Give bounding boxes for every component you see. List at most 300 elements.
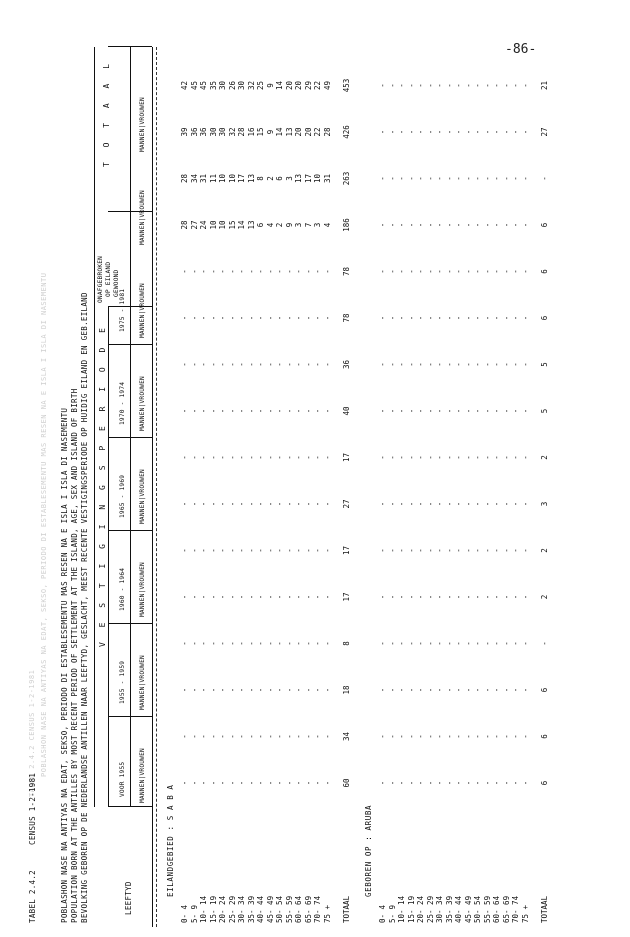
table-cell: - (180, 408, 189, 414)
table-cell: - (416, 269, 425, 274)
table-cell: - (387, 548, 397, 553)
table-cell: - (520, 129, 530, 135)
table-cell: - (256, 734, 265, 739)
table-cell: 24 (199, 220, 208, 230)
table-cell: - (454, 269, 463, 274)
table-cell: - (511, 222, 520, 228)
table-cell: - (482, 641, 492, 646)
row-label: 70- 74 (511, 895, 520, 923)
table-row (521, 0, 530, 937)
table-cell: - (275, 548, 284, 553)
table-cell: - (256, 408, 265, 414)
table-cell: - (397, 641, 406, 646)
table-cell: - (303, 641, 313, 646)
table-cell: - (463, 222, 473, 228)
table-cell: - (322, 269, 332, 274)
table-cell: - (189, 780, 199, 786)
table-cell: - (406, 780, 416, 786)
row-label: 70- 74 (313, 895, 322, 923)
table-cell: - (227, 641, 237, 646)
table-cell: - (416, 455, 425, 460)
table-cell: - (397, 362, 406, 367)
table-cell: - (444, 83, 454, 88)
table-cell: - (425, 315, 435, 321)
table-row (237, 0, 246, 937)
table-cell: - (473, 455, 482, 460)
table-cell: 30 (208, 127, 218, 137)
table-cell: 36 (342, 359, 351, 370)
table-cell: 25 (256, 80, 265, 91)
table-cell: - (435, 687, 444, 693)
table-cell: - (189, 269, 199, 274)
table-cell: - (199, 594, 208, 600)
table-cell: - (520, 687, 530, 693)
table-cell: 10 (218, 220, 227, 230)
table-cell: - (256, 501, 265, 507)
table-cell: - (256, 362, 265, 367)
table-cell: - (303, 548, 313, 553)
table-cell: - (425, 734, 435, 739)
table-cell: - (435, 269, 444, 274)
table-cell: - (265, 687, 275, 693)
table-cell: - (246, 362, 256, 367)
table-cell: - (378, 455, 387, 460)
table-cell: - (284, 734, 294, 739)
table-row (199, 0, 208, 937)
table-cell: - (378, 641, 387, 646)
table-cell: 4 (265, 222, 275, 228)
table-cell: 13 (246, 220, 256, 230)
row-label: 65- 69 (501, 895, 511, 923)
table-cell: - (284, 780, 294, 786)
table-cell: - (425, 594, 435, 600)
table-cell: 36 (199, 127, 208, 137)
table-cell: - (237, 501, 246, 507)
table-cell: - (444, 548, 454, 553)
table-cell: - (511, 548, 520, 553)
table-cell: - (378, 222, 387, 228)
table-cell: - (397, 594, 406, 600)
table-cell: 17 (342, 452, 351, 463)
table-cell: 20 (294, 127, 303, 137)
table-cell: - (246, 594, 256, 600)
table-cell: - (463, 734, 473, 739)
table-cell: - (284, 455, 294, 460)
table-cell: 31 (199, 173, 208, 184)
table-cell: - (246, 687, 256, 693)
row-label: 35- 39 (444, 895, 454, 923)
table-cell: - (237, 641, 246, 646)
table-cell: - (218, 734, 227, 739)
table-cell: - (294, 780, 303, 786)
table-cell: - (463, 315, 473, 321)
table-cell: - (501, 455, 511, 460)
table-cell: - (265, 408, 275, 414)
header-span-label: V E S T I G I N G S P E R I O D E (98, 323, 107, 647)
table-cell: - (313, 641, 322, 646)
table-cell: - (227, 269, 237, 274)
table-cell: - (454, 734, 463, 739)
table-cell: - (425, 641, 435, 646)
table-cell: - (378, 362, 387, 367)
table-row (256, 0, 265, 937)
table-cell: - (492, 176, 501, 181)
header-period-5: 1975 - 1981 (119, 288, 126, 332)
table-cell: - (435, 641, 444, 646)
table-cell: - (406, 83, 416, 88)
table-cell: - (189, 594, 199, 600)
table-cell: - (416, 315, 425, 321)
header-divider-4 (108, 437, 152, 438)
table-cell: 6 (540, 315, 549, 321)
table-cell: - (322, 594, 332, 600)
table-cell: - (463, 455, 473, 460)
table-cell: - (511, 780, 520, 786)
table-cell: - (378, 315, 387, 321)
table-row (388, 0, 397, 937)
table-cell: - (265, 315, 275, 321)
table-cell: - (501, 641, 511, 646)
table-cell: 3 (313, 222, 322, 228)
table-cell: - (180, 455, 189, 460)
ghost-show-through-1: TABEL 2.4.2 CENSUS 1-2-1981 (28, 669, 36, 797)
table-cell: - (237, 362, 246, 367)
table-cell: - (313, 269, 322, 274)
table-cell: - (520, 269, 530, 274)
table-cell: - (520, 83, 530, 88)
table-cell: - (473, 501, 482, 507)
table-cell: - (444, 501, 454, 507)
table-cell: - (473, 362, 482, 367)
table-cell: - (284, 269, 294, 274)
table-cell: - (387, 734, 397, 739)
table-cell: - (313, 734, 322, 739)
header-age: LEEFTYD (124, 881, 133, 915)
table-cell: - (199, 362, 208, 367)
row-label: 10- 14 (199, 895, 208, 923)
table-cell: - (501, 687, 511, 693)
header-period-1: 1955 - 1959 (119, 660, 126, 704)
table-cell: 13 (294, 173, 303, 184)
row-label: 55- 59 (482, 895, 492, 923)
table-cell: - (511, 687, 520, 693)
table-cell: - (473, 408, 482, 414)
row-label: 0- 4 (378, 904, 387, 923)
table-cell: 30 (218, 80, 227, 91)
table-cell: 6 (540, 734, 549, 739)
section-title: GEBOREN OP : ARUBA (364, 804, 373, 897)
table-cell: - (444, 222, 454, 228)
table-cell: - (520, 548, 530, 553)
table-cell: - (406, 594, 416, 600)
table-row (323, 0, 332, 937)
header-sex-pair-0: MANNEN|VROUWEN (139, 748, 146, 803)
table-cell: - (397, 129, 406, 135)
table-cell: - (482, 83, 492, 88)
table-cell: 78 (342, 266, 351, 277)
table-cell: - (294, 315, 303, 321)
table-cell: - (492, 222, 501, 228)
table-cell: - (425, 780, 435, 786)
table-cell: - (189, 501, 199, 507)
header-unbroken-1: ONAFGEBROKEN (97, 255, 104, 303)
section-title: EILANDGEBIED : S A B A (166, 784, 175, 897)
header-sex-pair-1: MANNEN|VROUWEN (139, 655, 146, 710)
table-cell: - (425, 362, 435, 367)
table-cell: - (511, 129, 520, 135)
table-cell: - (501, 176, 511, 181)
table-cell: - (473, 734, 482, 739)
table-cell: - (463, 408, 473, 414)
table-cell: 4 (322, 222, 332, 228)
table-cell: - (520, 222, 530, 228)
table-cell: 36 (189, 127, 199, 137)
table-cell: - (387, 83, 397, 88)
table-cell: - (265, 362, 275, 367)
table-cell: - (463, 501, 473, 507)
table-cell: - (425, 501, 435, 507)
table-cell: - (208, 780, 218, 786)
table-cell: - (294, 455, 303, 460)
table-cell: - (454, 222, 463, 228)
header-period-4: 1970 - 1974 (119, 381, 126, 425)
table-cell: - (208, 501, 218, 507)
table-cell: - (492, 780, 501, 786)
table-cell: - (501, 83, 511, 88)
table-cell: 13 (284, 127, 294, 137)
table-cell: - (416, 362, 425, 367)
table-cell: - (435, 222, 444, 228)
table-cell: 10 (227, 173, 237, 184)
table-cell: 28 (180, 173, 189, 184)
table-cell: - (208, 455, 218, 460)
table-cell: 6 (540, 687, 549, 693)
table-cell: - (284, 594, 294, 600)
table-cell: - (322, 548, 332, 553)
table-cell: - (397, 315, 406, 321)
table-row (266, 0, 275, 937)
table-cell: 8 (342, 641, 351, 646)
table-cell: 30 (218, 127, 227, 137)
table-cell: - (501, 548, 511, 553)
table-cell: - (397, 687, 406, 693)
table-cell: - (482, 734, 492, 739)
table-cell: - (406, 687, 416, 693)
table-cell: - (397, 176, 406, 181)
table-cell: - (265, 780, 275, 786)
table-cell: 6 (275, 176, 284, 181)
table-cell: 35 (208, 80, 218, 91)
total-row (540, 0, 549, 937)
table-cell: - (313, 408, 322, 414)
table-cell: - (199, 315, 208, 321)
table-row (209, 0, 218, 937)
table-cell: - (237, 687, 246, 693)
table-cell: - (275, 455, 284, 460)
table-cell: - (294, 269, 303, 274)
table-cell: - (492, 129, 501, 135)
table-cell: - (265, 594, 275, 600)
table-cell: - (435, 408, 444, 414)
table-cell: - (322, 501, 332, 507)
header-sex-pair-7: MANNEN|VROUWEN (139, 97, 146, 152)
table-cell: 6 (540, 222, 549, 228)
table-cell: 15 (256, 127, 265, 137)
header-divider-1 (108, 716, 152, 717)
table-row (397, 0, 406, 937)
table-cell: - (256, 594, 265, 600)
table-cell: - (218, 408, 227, 414)
table-cell: - (463, 129, 473, 135)
header-period-3: 1965 - 1969 (119, 474, 126, 518)
table-cell: 14 (237, 220, 246, 230)
table-cell: - (313, 687, 322, 693)
table-cell: - (482, 687, 492, 693)
table-cell: - (425, 129, 435, 135)
table-cell: 6 (540, 780, 549, 786)
table-cell: - (237, 315, 246, 321)
table-cell: - (473, 548, 482, 553)
table-cell: - (473, 222, 482, 228)
table-cell: - (463, 641, 473, 646)
table-cell: - (265, 501, 275, 507)
table-cell: - (189, 315, 199, 321)
table-cell: - (218, 641, 227, 646)
table-cell: 9 (265, 83, 275, 88)
table-cell: - (189, 455, 199, 460)
table-cell: - (397, 780, 406, 786)
table-cell: 18 (342, 685, 351, 695)
row-label: 30- 34 (237, 895, 246, 923)
table-cell: - (444, 408, 454, 414)
table-cell: - (397, 501, 406, 507)
table-cell: 10 (218, 173, 227, 184)
table-cell: 2 (265, 176, 275, 181)
table-cell: - (265, 641, 275, 646)
table-cell: - (199, 734, 208, 739)
table-cell: 17 (303, 173, 313, 184)
header-total: T O T A A L (102, 59, 111, 167)
table-cell: - (520, 362, 530, 367)
table-cell: 186 (342, 218, 351, 232)
table-cell: - (180, 548, 189, 553)
table-cell: - (454, 315, 463, 321)
table-cell: - (435, 362, 444, 367)
table-cell: - (501, 594, 511, 600)
table-cell: 16 (246, 127, 256, 137)
table-cell: 78 (342, 313, 351, 323)
table-cell: - (294, 734, 303, 739)
table-cell: - (463, 362, 473, 367)
table-cell: - (387, 780, 397, 786)
table-cell: - (444, 269, 454, 274)
table-cell: - (246, 315, 256, 321)
table-cell: - (482, 362, 492, 367)
row-label: 5- 9 (387, 904, 397, 923)
table-cell: 34 (189, 173, 199, 184)
table-cell: - (425, 176, 435, 181)
table-cell: 27 (189, 220, 199, 230)
table-cell: - (387, 687, 397, 693)
table-cell: - (322, 641, 332, 646)
table-cell: - (284, 548, 294, 553)
table-cell: 27 (342, 499, 351, 509)
table-cell: - (275, 408, 284, 414)
table-cell: - (501, 269, 511, 274)
table-cell: - (482, 548, 492, 553)
table-cell: - (454, 83, 463, 88)
table-cell: - (294, 641, 303, 646)
table-cell: - (492, 269, 501, 274)
table-cell: - (284, 408, 294, 414)
table-cell: - (322, 362, 332, 367)
table-cell: 14 (275, 80, 284, 91)
table-cell: - (520, 176, 530, 181)
table-cell: - (265, 734, 275, 739)
table-cell: - (473, 269, 482, 274)
table-cell: - (275, 594, 284, 600)
row-label: 25- 29 (227, 895, 237, 923)
table-cell: - (435, 594, 444, 600)
table-cell: 39 (180, 127, 189, 137)
table-cell: - (303, 780, 313, 786)
table-cell: - (313, 594, 322, 600)
table-cell: - (378, 83, 387, 88)
table-cell: - (218, 315, 227, 321)
header-bottom-rule (152, 47, 153, 927)
table-cell: - (378, 129, 387, 135)
table-cell: - (473, 83, 482, 88)
table-cell: - (275, 362, 284, 367)
table-cell: - (322, 780, 332, 786)
table-cell: - (313, 501, 322, 507)
table-row (247, 0, 256, 937)
table-cell: - (387, 501, 397, 507)
table-cell: 27 (540, 127, 549, 137)
row-label: 60- 64 (492, 895, 501, 923)
table-cell: - (284, 687, 294, 693)
table-cell: - (246, 455, 256, 460)
table-cell: - (237, 780, 246, 786)
table-cell: - (435, 455, 444, 460)
table-cell: 28 (237, 127, 246, 137)
table-cell: - (511, 269, 520, 274)
header-sex-pair-2: MANNEN|VROUWEN (139, 562, 146, 617)
header-divider-2 (108, 623, 152, 624)
table-cell: - (435, 501, 444, 507)
header-divider-6 (108, 306, 152, 307)
table-cell: - (492, 548, 501, 553)
row-label: 15- 19 (406, 895, 416, 923)
table-cell: - (378, 734, 387, 739)
table-cell: - (511, 501, 520, 507)
table-cell: 7 (303, 222, 313, 228)
table-cell: - (416, 641, 425, 646)
table-cell: - (313, 780, 322, 786)
table-cell: - (454, 408, 463, 414)
table-cell: - (454, 176, 463, 181)
table-cell: - (199, 501, 208, 507)
table-cell: - (435, 548, 444, 553)
table-cell: 6 (540, 269, 549, 274)
table-row (464, 0, 473, 937)
table-cell: - (397, 734, 406, 739)
table-cell: - (406, 222, 416, 228)
table-cell: 10 (313, 173, 322, 184)
table-cell: - (501, 408, 511, 414)
table-cell: 8 (256, 176, 265, 181)
table-cell: - (511, 594, 520, 600)
